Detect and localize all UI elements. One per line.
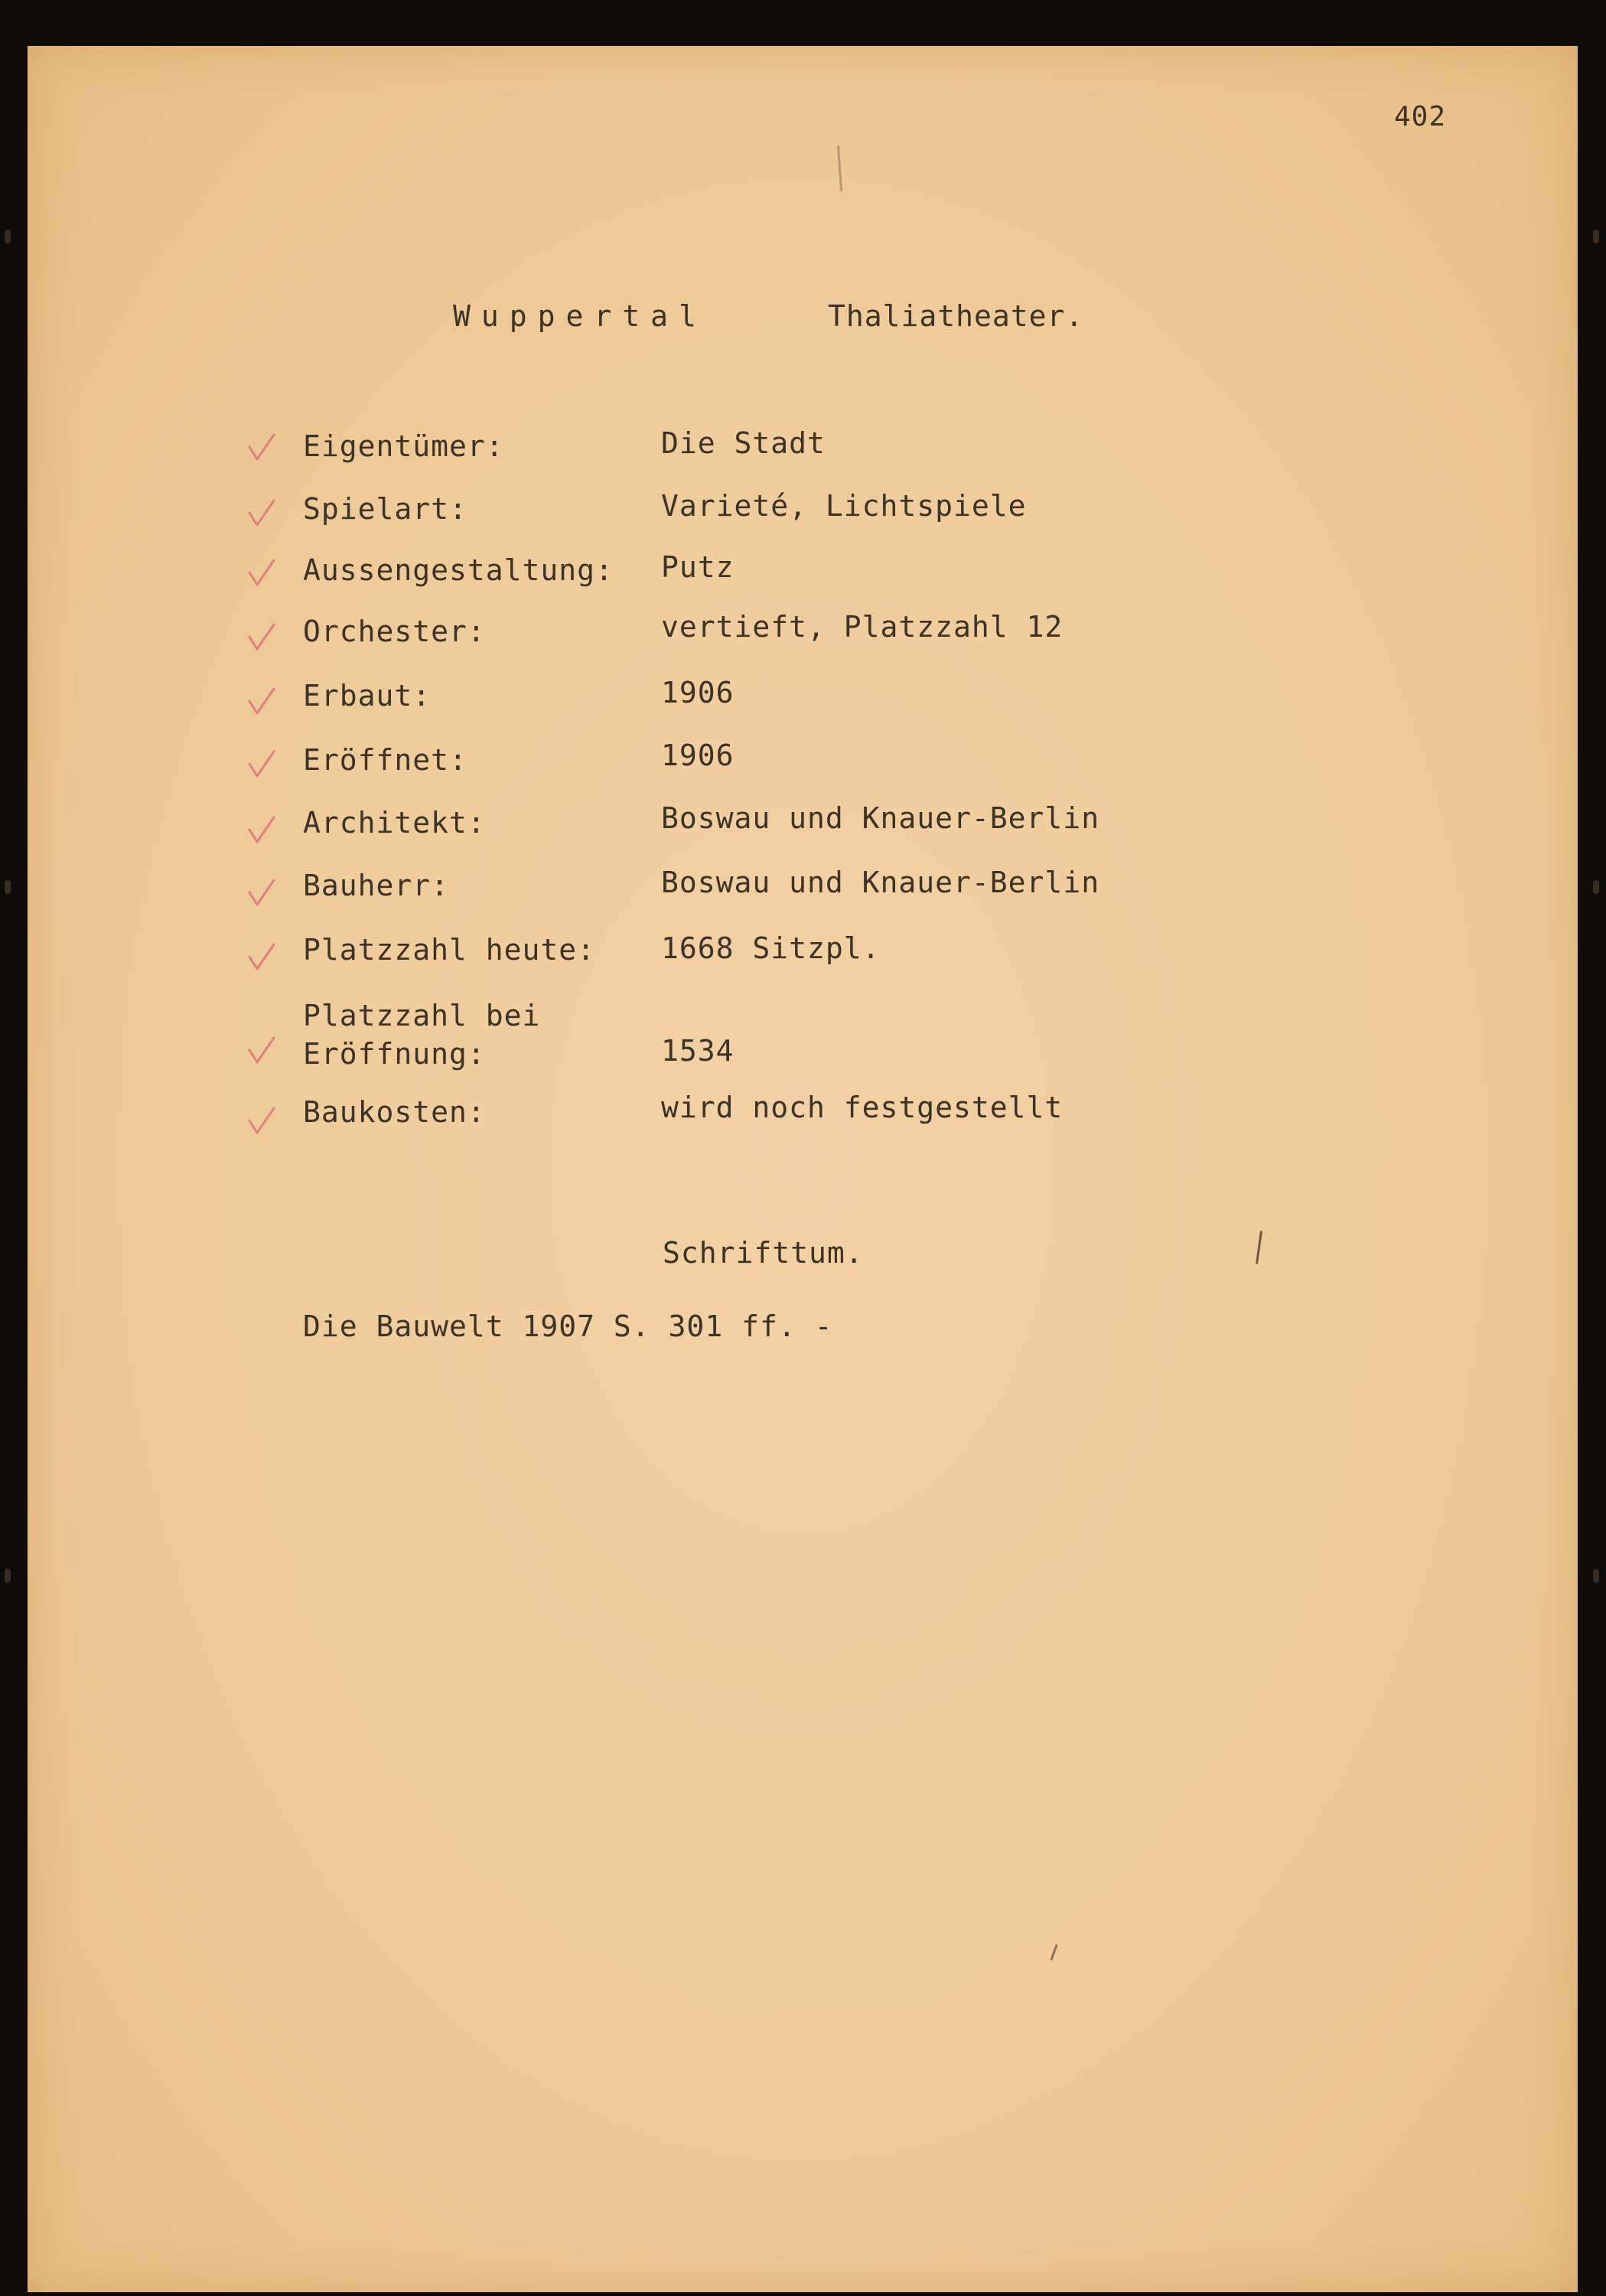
pencil-mark (1256, 1231, 1262, 1264)
heading-city: Wuppertal (453, 299, 707, 333)
field-value-seats-at-opening: 1534 (661, 1034, 735, 1068)
check-mark-icon (245, 1104, 279, 1137)
field-value-owner: Die Stadt (661, 426, 826, 460)
field-label-built: Erbaut: (303, 679, 432, 713)
field-value-orchestra: vertieft, Platzzahl 12 (661, 610, 1064, 644)
field-label-architect: Architekt: (303, 806, 486, 840)
field-value-seats-today: 1668 Sitzpl. (661, 931, 881, 965)
binder-hole-right-3 (1593, 1569, 1599, 1583)
pencil-mark (1050, 1944, 1057, 1961)
field-label-opened: Eröffnet: (303, 743, 467, 777)
field-label-seats-today: Platzzahl heute: (303, 933, 596, 967)
binder-hole-left-2 (5, 880, 11, 894)
heading-theatre: Thaliatheater. (828, 299, 1084, 333)
literature-reference: Die Bauwelt 1907 S. 301 ff. - (303, 1309, 833, 1343)
binder-hole-right-1 (1593, 230, 1599, 243)
check-mark-icon (245, 747, 279, 781)
check-mark-icon (245, 430, 279, 464)
field-value-built: 1906 (661, 676, 735, 709)
check-mark-icon (245, 620, 279, 654)
check-mark-icon (245, 556, 279, 589)
field-value-exterior-design: Putz (661, 550, 735, 584)
field-label-performance-type: Spielart: (303, 492, 467, 526)
field-label-owner: Eigentümer: (303, 429, 504, 463)
check-mark-icon (245, 813, 279, 846)
field-value-client: Boswau und Knauer-Berlin (661, 866, 1100, 899)
field-label-construction-costs: Baukosten: (303, 1095, 486, 1129)
field-label-client: Bauherr: (303, 869, 450, 902)
pencil-mark (837, 145, 842, 191)
field-value-architect: Boswau und Knauer-Berlin (661, 801, 1100, 835)
field-value-opened: 1906 (661, 739, 735, 772)
field-label-exterior-design: Aussengestaltung: (303, 553, 614, 587)
check-mark-icon (245, 684, 279, 718)
field-label-seats-at-opening: Platzzahl bei Eröffnung: (303, 999, 541, 1071)
field-value-construction-costs: wird noch festgestellt (661, 1091, 1064, 1124)
binder-hole-left-3 (5, 1569, 11, 1583)
literature-title: Schrifttum. (663, 1236, 864, 1270)
field-value-performance-type: Varieté, Lichtspiele (661, 489, 1027, 523)
field-label-orchestra: Orchester: (303, 615, 486, 648)
check-mark-icon (245, 1033, 279, 1067)
check-mark-icon (245, 496, 279, 530)
check-mark-icon (245, 876, 279, 909)
check-mark-icon (245, 940, 279, 974)
binder-hole-left-1 (5, 230, 11, 243)
page-number: 402 (1394, 101, 1447, 132)
binder-hole-right-2 (1593, 880, 1599, 894)
paper-sheet (28, 46, 1578, 2292)
